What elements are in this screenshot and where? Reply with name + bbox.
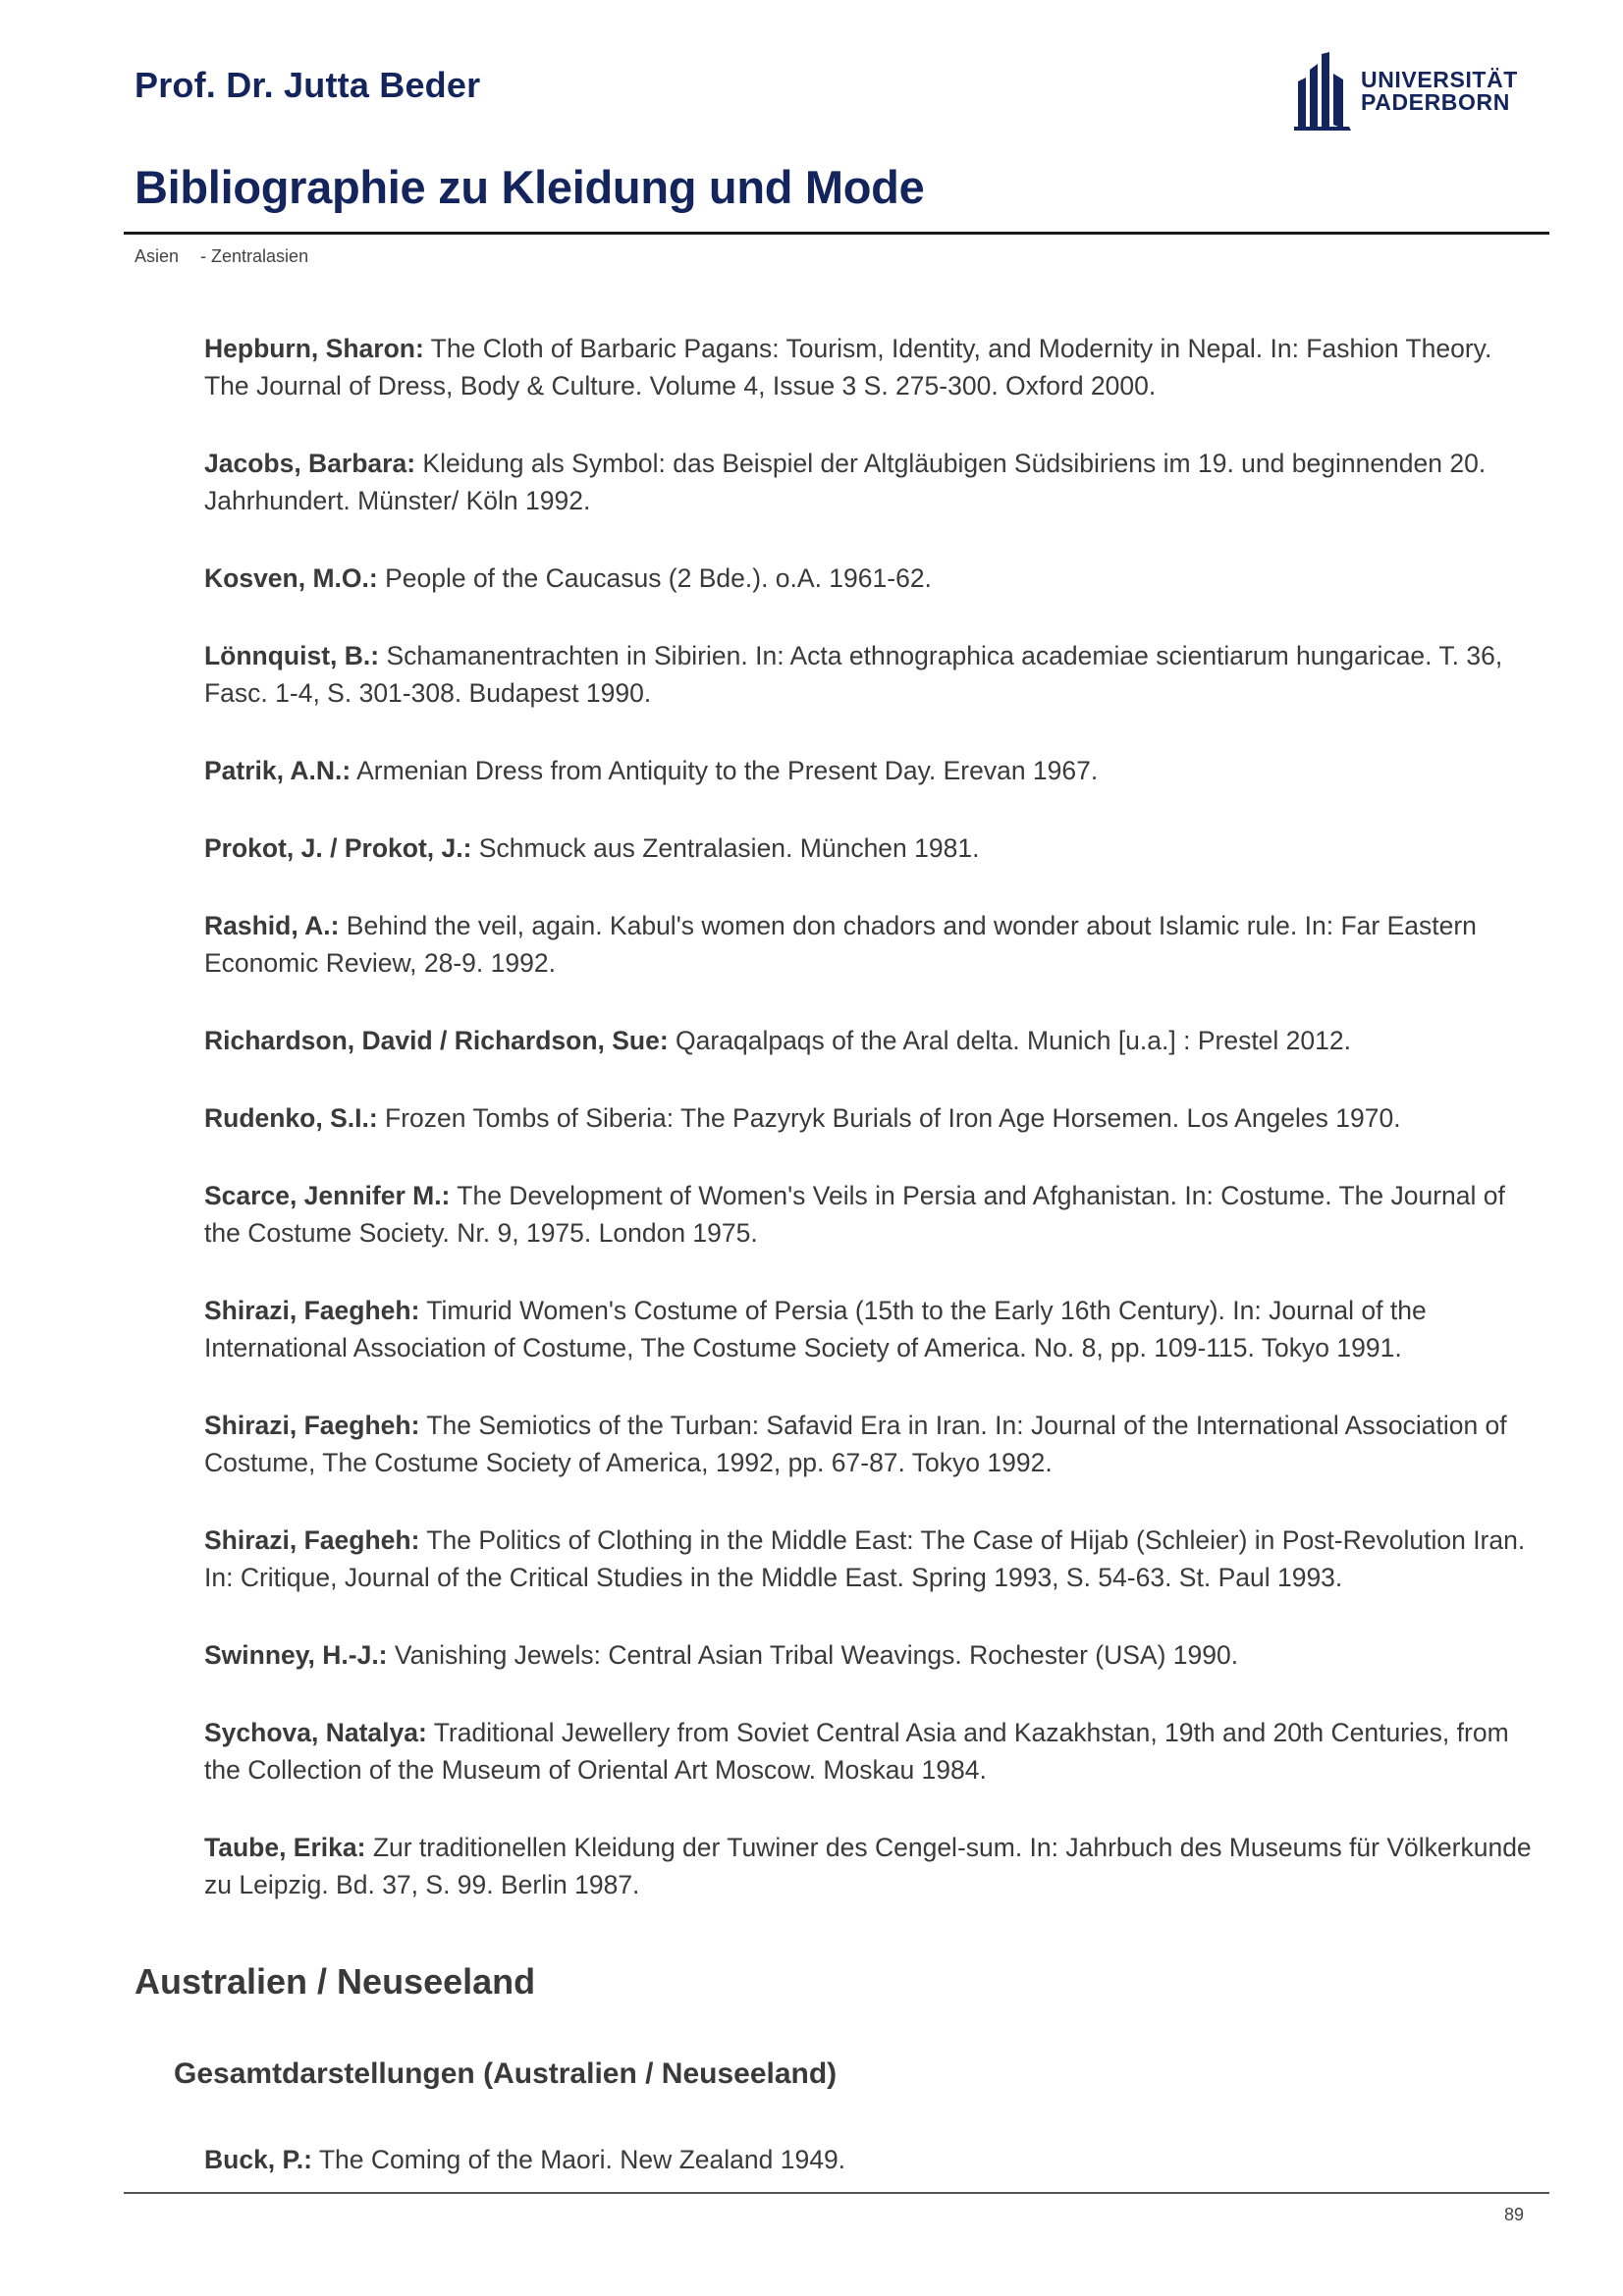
bibliography-entry xyxy=(204,1177,1540,1252)
entry-author: Shirazi, Faegheh: xyxy=(204,1525,420,1555)
bibliography-entry xyxy=(204,2141,1540,2178)
bibliography-entry xyxy=(204,1829,1540,1903)
bibliography-entry xyxy=(204,829,1540,867)
breadcrumb xyxy=(135,246,308,267)
entry-text: The Development of Women's Veils in Persia and Afghanistan. In: Costume. The Journal of the Costume Society. Nr. 9, 1975. London 1975. xyxy=(204,1181,1505,1248)
breadcrumb-part-1: Asien xyxy=(135,246,180,266)
logo-line-2: PADERBORN xyxy=(1361,89,1510,115)
bibliography-entry xyxy=(204,1099,1540,1137)
entry-author: Swinney, H.-J.: xyxy=(204,1640,388,1670)
entry-author: Rashid, A.: xyxy=(204,911,340,940)
entry-text: Kleidung als Symbol: das Beispiel der Altgläubigen Südsibiriens im 19. und beginnenden 20. Jahrhundert. Münster/ Köln 1992. xyxy=(204,449,1487,515)
breadcrumb-part-2: - Zentralasien xyxy=(200,246,309,266)
university-logo xyxy=(1294,52,1518,131)
entry-author: Rudenko, S.I.: xyxy=(204,1103,378,1133)
entry-text: Frozen Tombs of Siberia: The Pazyryk Burials of Iron Age Horsemen. Los Angeles 1970. xyxy=(377,1103,1401,1133)
entry-text: Armenian Dress from Antiquity to the Present Day. Erevan 1967. xyxy=(351,756,1099,785)
section-heading: Australien / Neuseeland xyxy=(135,1961,536,2002)
entry-text: The Politics of Clothing in the Middle East: The Case of Hijab (Schleier) in Post-Revolution Iran. In: Critique, Journal of the Critical Studies in the Middle East. Spring 1993, S. 54-63. St. Paul 1993. xyxy=(204,1525,1526,1592)
entry-text: The Semiotics of the Turban: Safavid Era in Iran. In: Journal of the International Association of Costume, The Costume Society of America, 1992, pp. 67-87. Tokyo 1992. xyxy=(204,1411,1507,1477)
entry-author: Kosven, M.O.: xyxy=(204,563,378,593)
entry-author: Jacobs, Barbara: xyxy=(204,449,416,478)
entry-text: The Coming of the Maori. New Zealand 1949. xyxy=(311,2145,846,2174)
bibliography-entry xyxy=(204,1292,1540,1366)
logo-line-1: UNIVERSITÄT xyxy=(1361,67,1518,92)
entry-text: Schamanentrachten in Sibirien. In: Acta ethnographica academiae scientiarum hungaricae. T. 36, Fasc. 1-4, S. 301-308. Budapest 1990. xyxy=(204,641,1503,708)
entry-text: The Cloth of Barbaric Pagans: Tourism, Identity, and Modernity in Nepal. In: Fashion Theory. The Journal of Dress, Body & Culture. Volume 4, Issue 3 S. 275-300. Oxford 2000. xyxy=(204,334,1492,400)
document-title: Bibliographie zu Kleidung und Mode xyxy=(135,161,925,213)
entry-text: Schmuck aus Zentralasien. München 1981. xyxy=(471,833,980,863)
entry-text: People of the Caucasus (2 Bde.). o.A. 1961-62. xyxy=(377,563,932,593)
university-logo-text xyxy=(1361,69,1518,114)
bibliography-entry xyxy=(204,1407,1540,1481)
university-logo-icon xyxy=(1294,52,1351,131)
bibliography-entry xyxy=(204,1022,1540,1059)
entry-text: Vanishing Jewels: Central Asian Tribal Weavings. Rochester (USA) 1990. xyxy=(387,1640,1239,1670)
bibliography-entry xyxy=(204,330,1540,404)
entry-author: Taube, Erika: xyxy=(204,1833,366,1862)
bibliography-list xyxy=(204,330,1540,1944)
bibliography-entry xyxy=(204,560,1540,597)
entry-author: Shirazi, Faegheh: xyxy=(204,1411,420,1440)
bibliography-entry xyxy=(204,752,1540,789)
entry-author: Richardson, David / Richardson, Sue: xyxy=(204,1026,669,1055)
header-divider xyxy=(124,232,1549,235)
subsection-heading: Gesamtdarstellungen (Australien / Neuseeland) xyxy=(174,2057,838,2090)
bibliography-entry xyxy=(204,907,1540,982)
entry-author: Scarce, Jennifer M.: xyxy=(204,1181,451,1210)
entry-author: Shirazi, Faegheh: xyxy=(204,1296,420,1325)
bibliography-entry xyxy=(204,445,1540,519)
bibliography-entry xyxy=(204,1636,1540,1674)
bibliography-entry xyxy=(204,1522,1540,1596)
entry-text: Qaraqalpaqs of the Aral delta. Munich [u.a.] : Prestel 2012. xyxy=(668,1026,1351,1055)
entry-text: Traditional Jewellery from Soviet Central Asia and Kazakhstan, 19th and 20th Centuries, from the Collection of the Museum of Oriental Art Moscow. Moskau 1984. xyxy=(204,1718,1509,1785)
entry-author: Lönnquist, B.: xyxy=(204,641,380,670)
author-name: Prof. Dr. Jutta Beder xyxy=(135,65,481,105)
entry-text: Zur traditionellen Kleidung der Tuwiner des Cengel-sum. In: Jahrbuch des Museums für Völkerkunde zu Leipzig. Bd. 37, S. 99. Berlin 1987. xyxy=(204,1833,1532,1899)
footer-divider xyxy=(124,2192,1549,2194)
entry-text: Behind the veil, again. Kabul's women don chadors and wonder about Islamic rule. In: Far Eastern Economic Review, 28-9. 1992. xyxy=(204,911,1477,978)
bibliography-entry xyxy=(204,1714,1540,1789)
bibliography-entry xyxy=(204,637,1540,712)
page-number: 89 xyxy=(1504,2205,1525,2224)
entry-author: Hepburn, Sharon: xyxy=(204,334,424,363)
entry-author: Sychova, Natalya: xyxy=(204,1718,427,1747)
entry-author: Prokot, J. / Prokot, J.: xyxy=(204,833,472,863)
entry-text: Timurid Women's Costume of Persia (15th to the Early 16th Century). In: Journal of the International Association of Costume, The Costume Society of America. No. 8, pp. 109-115. Tokyo 1991. xyxy=(204,1296,1427,1362)
entry-author: Buck, P.: xyxy=(204,2145,312,2174)
entry-author: Patrik, A.N.: xyxy=(204,756,352,785)
